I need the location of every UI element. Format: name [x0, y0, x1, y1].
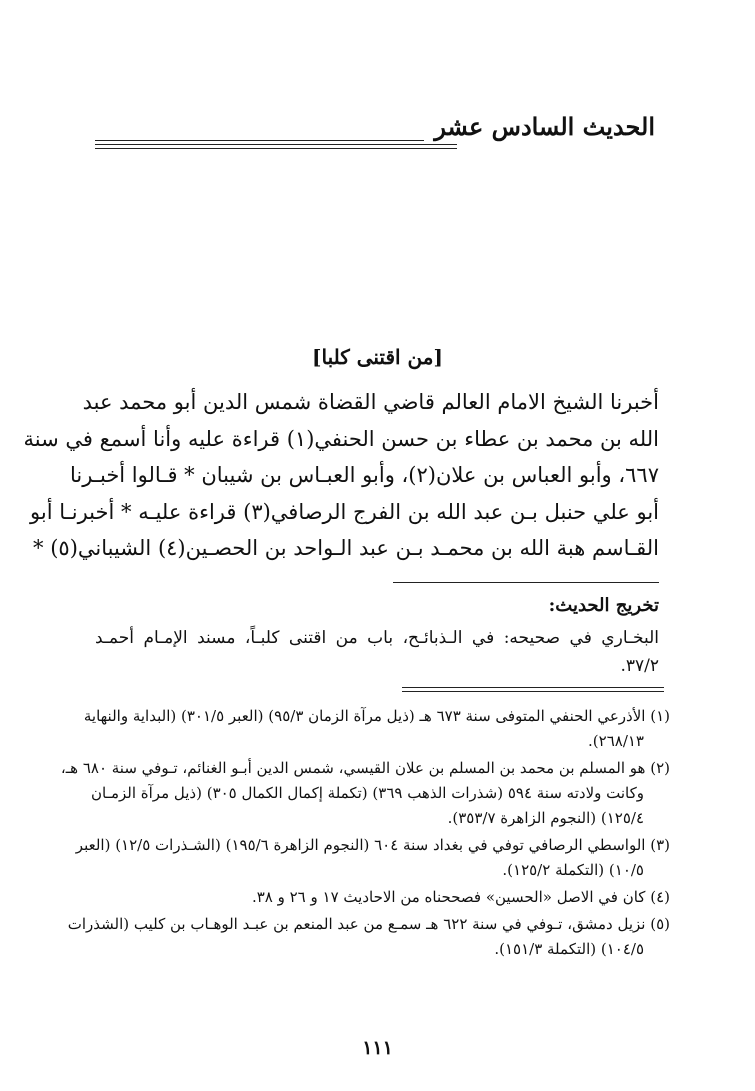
- hadith-chain-text: [23, 384, 659, 567]
- page-header: [95, 112, 663, 152]
- footnote-line: (١) الأذرعي الحنفي المتوفى سنة ٦٧٣ هـ (ذيل مرآة الزمان ٩٥/٣) (العبر ٣٠١/٥) (البداية والنهاية: [83, 707, 670, 725]
- takhrij-divider: [393, 582, 659, 583]
- footnote-4: [100, 885, 670, 910]
- takhrij-line: ٣٧/٢.: [620, 656, 659, 676]
- footnote-3: [75, 833, 670, 883]
- footnote-line: ١٠٤/٥) (التكملة ١٥١/٣).: [494, 940, 644, 958]
- footnote-1: [83, 704, 670, 754]
- footnote-line: ٢٦٨/١٣).: [588, 732, 644, 750]
- footnotes-divider: [402, 687, 664, 695]
- body-line: القـاسم هبة الله بن محمـد بـن عبد الـواحد بن الحصـين(٤) الشيباني(٥) *: [33, 536, 659, 560]
- footnote-line: (٣) الواسطي الرصافي توفي في بغداد سنة ٦٠٤ (النجوم الزاهرة ١٩٥/٦) (الشـذرات ١٢/٥) (العبر: [75, 836, 670, 854]
- footnote-2: [60, 756, 670, 831]
- footnote-line: (٤) كان في الاصل «الحسين» فصححناه من الاحاديث ١٧ و ٢٦ و ٣٨.: [251, 888, 670, 906]
- takhrij-heading: تخريج الحديث:: [548, 595, 659, 616]
- body-line: أخبرنا الشيخ الامام العالم قاضي القضاة شمس الدين أبو محمد عبد: [82, 390, 659, 414]
- page-title: الحديث السادس عشر: [424, 112, 655, 141]
- header-rules: [95, 140, 457, 152]
- body-line: الله بن محمد بن عطاء بن حسن الحنفي(١) قراءة عليه وأنا أسمع في سنة: [23, 426, 659, 451]
- takhrij-line: البخـاري في صحيحه: في الـذبائـح، باب من اقتنى كلبـاً، مسند الإمـام أحمـد: [95, 628, 659, 648]
- footnote-line: ١٠/٥) (التكملة ١٢٥/٢).: [502, 861, 644, 879]
- page-number: ١١١: [362, 1037, 393, 1059]
- body-line: ٦٦٧، وأبو العباس بن علان(٢)، وأبو العبـاس بن شيبان * قـالوا أخبـرنا: [70, 463, 659, 487]
- takhrij-text: [95, 624, 659, 680]
- footnote-line: ١٢٥/٤) (النجوم الزاهرة ٣٥٣/٧).: [447, 809, 644, 827]
- body-line: أبو علي حنبل بـن عبد الله بن الفرج الرصافي(٣) قراءة عليـه * أخبرنـا أبو: [30, 499, 659, 524]
- footnotes: [60, 704, 670, 964]
- section-title: [من اقتنى كلبا]: [312, 345, 443, 369]
- footnote-line: وكانت ولادته سنة ٥٩٤ (شذرات الذهب ٣٦٩) (تكملة إكمال الكمال ٣٠٥) (ذيل مرآة الزمـان: [90, 784, 644, 802]
- footnote-line: (٥) نزيل دمشق، تـوفي في سنة ٦٢٢ هـ سمـع من عبد المنعم بن عبـد الوهـاب بن كليب (الشذرات: [67, 915, 670, 933]
- footnote-line: (٢) هو المسلم بن محمد بن المسلم بن علان القيسي، شمس الدين أبـو الغنائم، تـوفي سنة ٦٨٠ هـ،: [60, 759, 670, 777]
- footnote-5: [67, 912, 670, 962]
